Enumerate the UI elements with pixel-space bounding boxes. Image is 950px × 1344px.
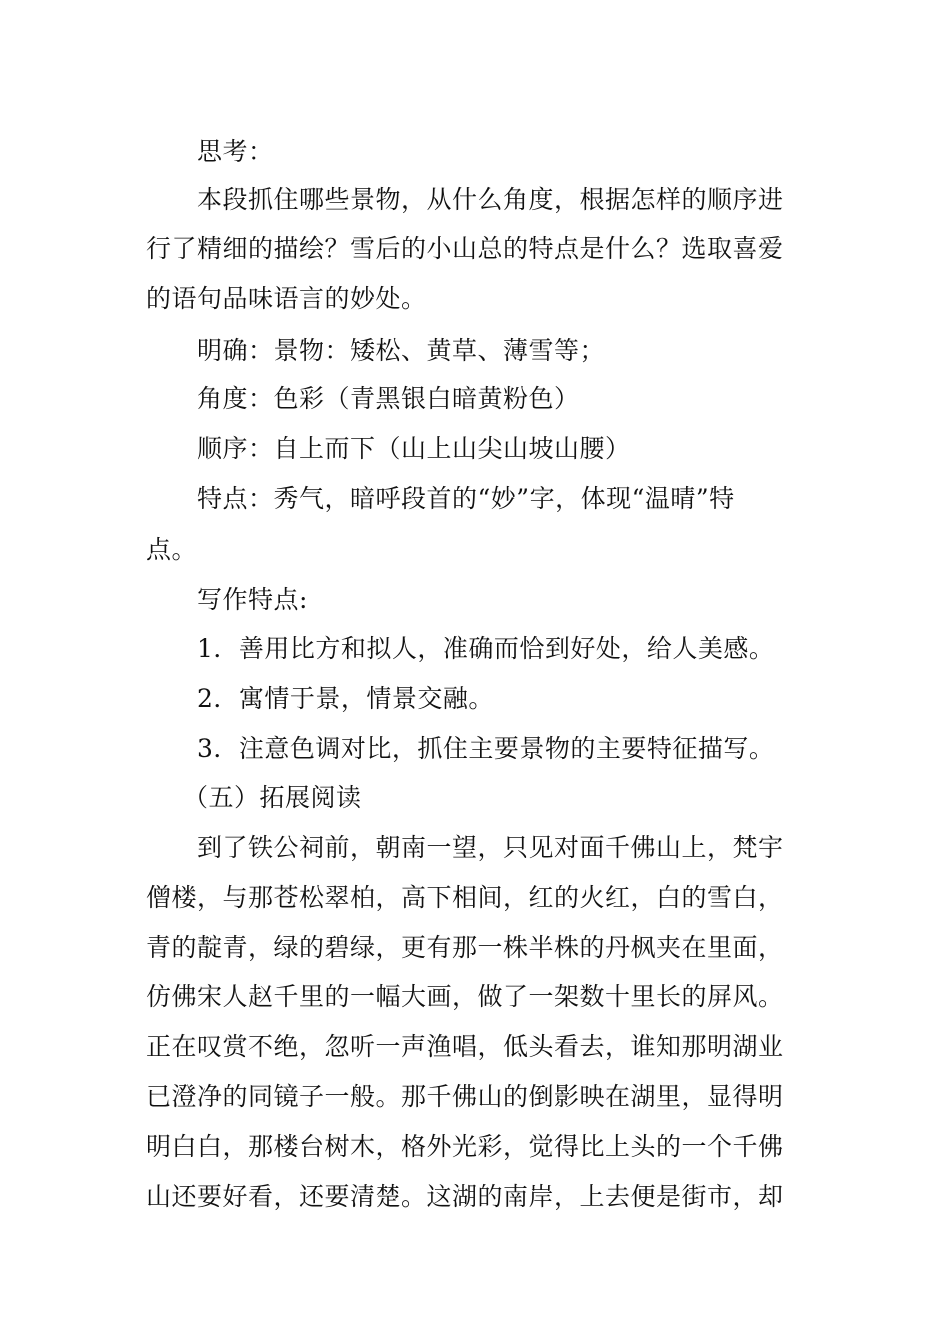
reading-passage-line-2: 僧楼，与那苍松翠柏，高下相间，红的火红，白的雪白，: [146, 883, 784, 912]
list-item-feature-3: 3．注意色调对比，抓住主要景物的主要特征描写。: [197, 734, 775, 763]
reading-passage-line-7: 明白白，那楼台树木，格外光彩，觉得比上头的一个千佛: [146, 1132, 784, 1161]
paragraph-answer-order: 顺序：自上而下（山上山尖山坡山腰）: [197, 434, 631, 463]
paragraph-answer-feature-line-2: 点。: [146, 535, 198, 564]
paragraph-answer-feature-line-1: 特点：秀气，暗呼段首的“妙”字，体现“温晴”特: [197, 484, 735, 513]
reading-passage-line-6: 已澄净的同镜子一般。那千佛山的倒影映在湖里，显得明: [146, 1082, 784, 1111]
reading-passage-line-8: 山还要好看，还要清楚。这湖的南岸，上去便是街市，却: [146, 1182, 784, 1211]
paragraph-question-line-2: 行了精细的描绘？雪后的小山总的特点是什么？选取喜爱: [146, 234, 784, 263]
list-item-feature-2: 2．寓情于景，情景交融。: [197, 684, 494, 713]
reading-passage-line-3: 青的靛青，绿的碧绿，更有那一株半株的丹枫夹在里面，: [146, 933, 784, 962]
paragraph-thinking-label: 思考：: [197, 137, 274, 166]
paragraph-answer-angle: 角度：色彩（青黑银白暗黄粉色）: [197, 384, 580, 413]
paragraph-writing-features-heading: 写作特点:: [197, 585, 308, 614]
paragraph-question-line-3: 的语句品味语言的妙处。: [146, 284, 427, 313]
list-item-feature-1: 1．善用比方和拟人，准确而恰到好处，给人美感。: [197, 634, 775, 663]
section-heading-extended-reading: （五）拓展阅读: [183, 783, 362, 812]
reading-passage-line-4: 仿佛宋人赵千里的一幅大画，做了一架数十里长的屏风。: [146, 982, 784, 1011]
paragraph-answer-scenery: 明确：景物：矮松、黄草、薄雪等；: [197, 336, 606, 365]
paragraph-question-line-1: 本段抓住哪些景物，从什么角度，根据怎样的顺序进: [197, 185, 784, 214]
reading-passage-line-1: 到了铁公祠前，朝南一望，只见对面千佛山上，梵宇: [197, 833, 784, 862]
reading-passage-line-5: 正在叹赏不绝，忽听一声渔唱，低头看去，谁知那明湖业: [146, 1032, 784, 1061]
